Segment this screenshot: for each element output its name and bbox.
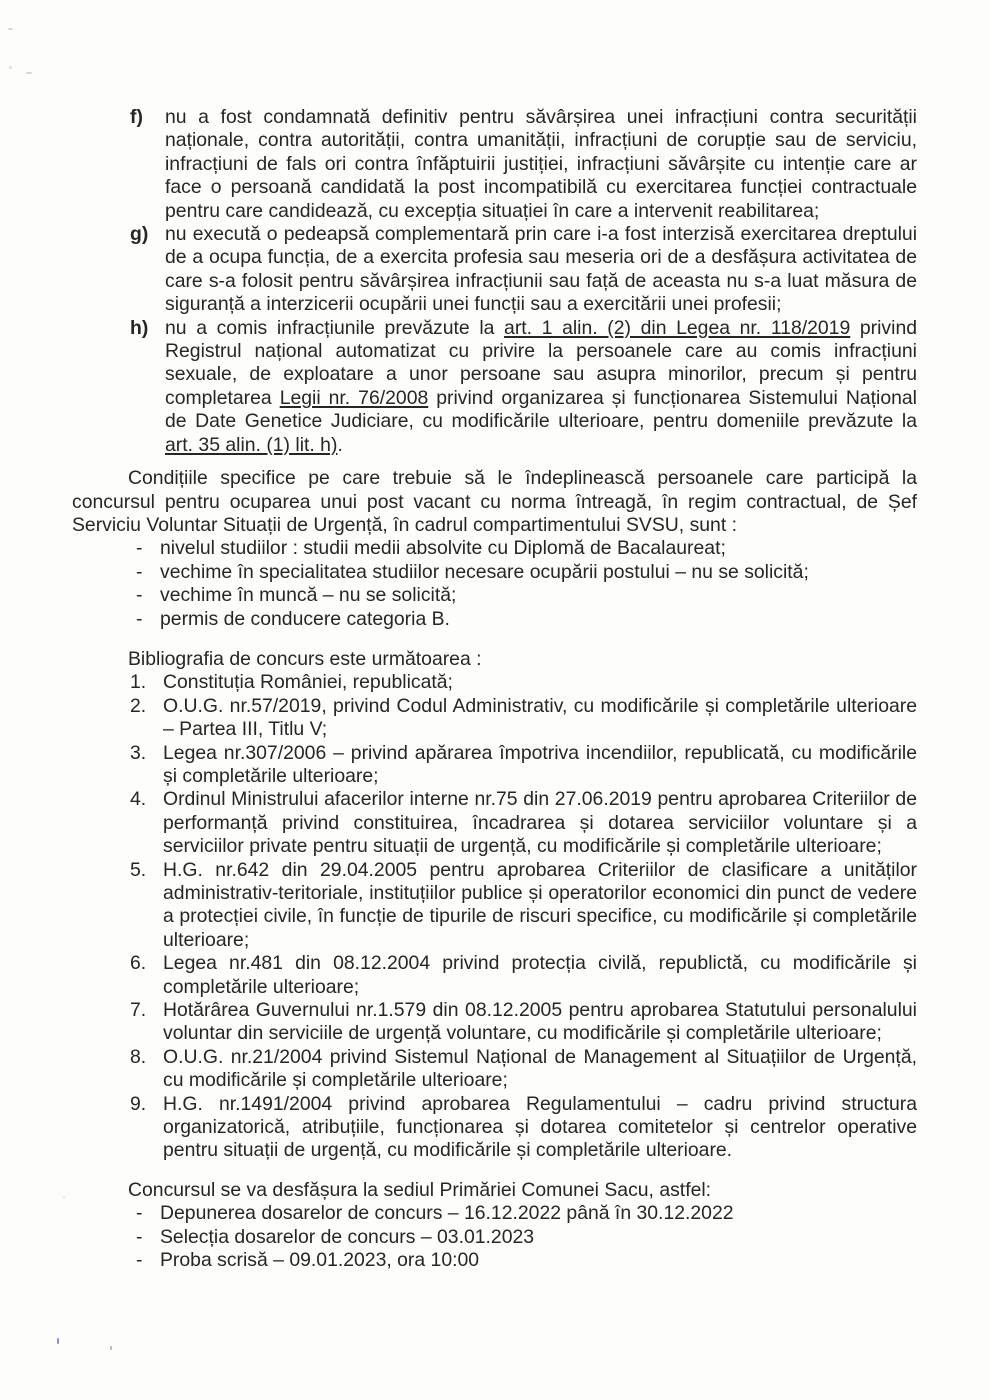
condition-item-f xyxy=(72,106,917,223)
condition-item-f-label: f) xyxy=(130,106,143,128)
general-conditions-list xyxy=(72,106,917,457)
dash-bullet: - xyxy=(136,560,143,583)
specific-conditions-list xyxy=(72,537,917,631)
bibliography-item-9 xyxy=(72,1093,917,1163)
bibliography-item-1-text: Constituția României, republicată; xyxy=(163,671,453,694)
bibliography-item-4 xyxy=(72,788,917,858)
bibliography-item-6-text: Legea nr.481 din 08.12.2004 privind protecția civilă, republictă, cu modificările și completările ulterioare; xyxy=(163,952,917,998)
schedule-intro: Concursul se va desfășura la sediul Primăriei Comunei Sacu, astfel: xyxy=(128,1178,712,1201)
specific-conditions-intro: Condițiile specifice pe care trebuie să le îndeplinească persoanele care participă la concursul pentru ocuparea unui post vacant cu norma întreagă, în regim contractual, de Șef Serviciu Voluntar Situații de Urgență, în cadrul compartimentului SVSU, sunt : xyxy=(72,467,917,536)
schedule-list xyxy=(72,1202,917,1272)
bibliography-item-2-number: 2. xyxy=(130,694,147,717)
bibliography-item-8 xyxy=(72,1046,917,1093)
schedule-item-dossier-submission xyxy=(72,1202,917,1225)
legal-reference-legea-118-2019: art. 1 alin. (2) din Legea nr. 118/2019 xyxy=(504,316,851,339)
condition-item-h-text-2: privind Registrul național automatizat cu privire la persoanele care au comis infracțiuni sexuale, de exploatare a unor persoane sau asupra minorilor, precum și pentru completarea xyxy=(165,316,918,409)
document-content xyxy=(72,106,917,1273)
specific-condition-studies-text: nivelul studiilor : studii medii absolvite cu Diplomă de Bacalaureat; xyxy=(160,537,726,560)
scan-speck xyxy=(26,72,32,74)
specific-condition-specialty-seniority-text: vechime în specialitatea studiilor necesare ocupării postului – nu se solicită; xyxy=(160,560,809,583)
bibliography-item-6 xyxy=(72,952,917,999)
specific-condition-work-seniority-text: vechime în muncă – nu se solicită; xyxy=(160,584,457,607)
specific-condition-specialty-seniority xyxy=(72,561,917,584)
schedule-item-dossier-selection-text: Selecția dosarelor de concurs – 03.01.2023 xyxy=(160,1225,535,1248)
dash-bullet: - xyxy=(136,607,143,630)
condition-item-g-label: g) xyxy=(130,223,149,246)
bibliography-item-4-number: 4. xyxy=(130,788,147,811)
scan-speck xyxy=(9,66,12,69)
bibliography-item-1-number: 1. xyxy=(130,671,147,694)
specific-condition-work-seniority xyxy=(72,584,917,607)
bibliography-item-8-number: 8. xyxy=(130,1045,147,1068)
bibliography-item-2 xyxy=(72,695,917,742)
condition-item-g-text: nu execută o pedeapsă complementară prin care i-a fost interzisă exercitarea dreptului de a ocupa funcția, de a exercita profesia sau meseria ori de a desfășura activitatea de care s-a folosit pentru săvârșirea infracțiunii sau față de aceasta nu s-a luat măsura de siguranță a interzicerii ocupării unei funcții sau a exercitării unei profesii; xyxy=(165,223,917,316)
dash-bullet: - xyxy=(136,1225,143,1248)
dash-bullet: - xyxy=(136,537,143,560)
bibliography-heading: Bibliografia de concurs este următoarea : xyxy=(128,647,482,670)
bibliography-item-7 xyxy=(72,999,917,1046)
schedule-item-dossier-submission-text: Depunerea dosarelor de concurs – 16.12.2022 până în 30.12.2022 xyxy=(160,1202,734,1225)
scan-speck xyxy=(110,1346,112,1350)
legal-reference-legea-76-2008: Legii nr. 76/2008 xyxy=(279,386,429,409)
bibliography-item-9-number: 9. xyxy=(130,1092,147,1115)
schedule-item-written-test xyxy=(72,1249,917,1272)
condition-item-g xyxy=(72,223,917,317)
bibliography-item-4-text: Ordinul Ministrului afacerilor interne nr.75 din 27.06.2019 pentru aprobarea Criteriilor de performanță privind constituirea, încadrarea și dotarea serviciilor voluntare și a serviciilor private pentru situații de urgență, cu modificările și completările ulterioare; xyxy=(163,788,917,858)
condition-item-h-text-4: . xyxy=(337,433,343,456)
bibliography-item-6-number: 6. xyxy=(130,952,147,975)
bibliography-item-1 xyxy=(72,671,917,694)
bibliography-item-5-number: 5. xyxy=(130,858,147,881)
dash-bullet: - xyxy=(136,584,143,607)
bibliography-item-5-text: H.G. nr.642 din 29.04.2005 pentru aprobarea Criteriilor de clasificare a unităților administrativ-teritoriale, instituțiilor publice și operatorilor economici din punct de vedere a protecției civile, în funcție de tipurile de riscuri specifice, cu modificările și completările ulterioare; xyxy=(163,858,917,951)
scan-speck xyxy=(8,28,13,30)
bibliography-item-7-text: Hotărârea Guvernului nr.1.579 din 08.12.2005 pentru aprobarea Statutului personalului voluntar din serviciile de urgență voluntare, cu modificările și completările ulterioare; xyxy=(163,999,917,1045)
dash-bullet: - xyxy=(136,1202,143,1225)
scan-speck xyxy=(57,1338,59,1344)
bibliography-item-9-text: H.G. nr.1491/2004 privind aprobarea Regulamentului – cadru privind structura organizatorică, atribuțiile, funcționarea și dotarea comitetelor și centrelor operative pentru situații de urgență, cu modificările și completările ulterioare. xyxy=(163,1092,917,1162)
legal-reference-art-35: art. 35 alin. (1) lit. h) xyxy=(165,433,338,456)
schedule-item-written-test-text: Proba scrisă – 09.01.2023, ora 10:00 xyxy=(160,1249,480,1272)
condition-item-h xyxy=(72,317,917,457)
schedule-item-dossier-selection xyxy=(72,1226,917,1249)
condition-item-h-text-3: privind organizarea și funcționarea Sistemului Național de Date Genetice Judiciare, cu modificările ulterioare, pentru domeniile prevăzute la xyxy=(165,386,917,433)
bibliography-item-3 xyxy=(72,742,917,789)
bibliography-item-3-number: 3. xyxy=(130,741,147,764)
bibliography-item-7-number: 7. xyxy=(130,999,147,1022)
condition-item-h-label: h) xyxy=(130,316,149,339)
bibliography-list xyxy=(72,671,917,1163)
bibliography-item-3-text: Legea nr.307/2006 – privind apărarea împotriva incendiilor, republicată, cu modificările și completările ulterioare; xyxy=(163,741,917,787)
bibliography-item-8-text: O.U.G. nr.21/2004 privind Sistemul Național de Management al Situațiilor de Urgență, cu modificările și completările ulterioare; xyxy=(163,1045,917,1092)
bibliography-item-5 xyxy=(72,859,917,953)
condition-item-f-text: nu a fost condamnată definitiv pentru săvârșirea unei infracțiuni contra securității naționale, contra autorității, contra umanității, infracțiuni de corupție sau de serviciu, infracțiuni de fals ori contra înfăptuirii justiției, infracțiuni săvârșite cu intenție care ar face o persoană candidată la post incompatibilă cu exercitarea funcției contractuale pentru care candidează, cu excepția situației în care a intervenit reabilitarea; xyxy=(165,106,917,222)
dash-bullet: - xyxy=(136,1249,143,1272)
condition-item-h-text-1: nu a comis infracțiunile prevăzute la xyxy=(165,316,505,339)
bibliography-item-2-text: O.U.G. nr.57/2019, privind Codul Administrativ, cu modificările și completările ulterioare – Partea III, Titlu V; xyxy=(163,694,917,741)
specific-condition-driving-license xyxy=(72,608,917,631)
specific-condition-studies xyxy=(72,537,917,560)
specific-condition-driving-license-text: permis de conducere categoria B. xyxy=(160,607,450,630)
scan-speck xyxy=(63,1196,65,1198)
